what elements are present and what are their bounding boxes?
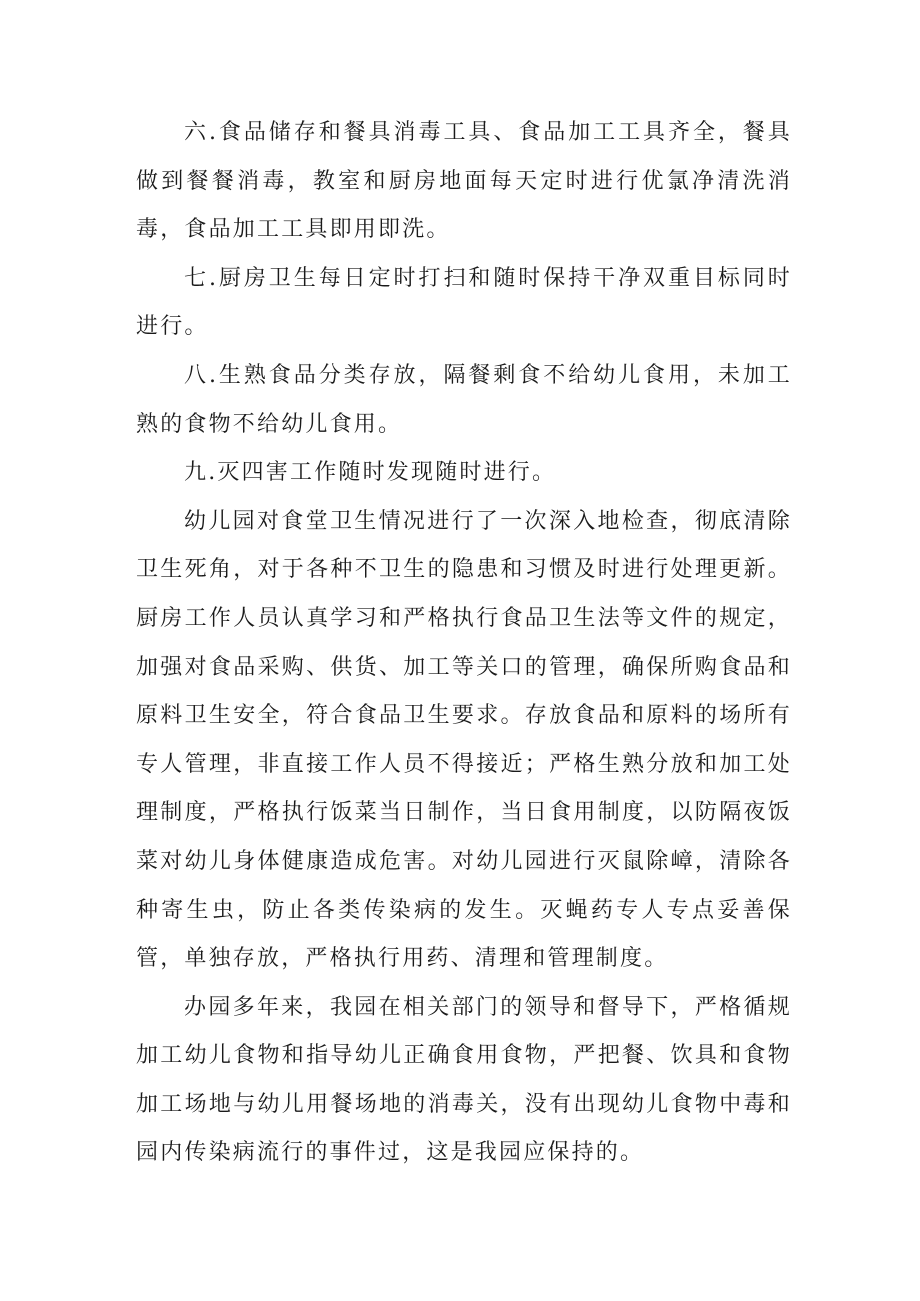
document-body bbox=[136, 109, 792, 1178]
paragraph-item-8: 八.生熟食品分类存放，隔餐剩食不给幼儿食用，未加工熟的食物不给幼儿食用。 bbox=[136, 362, 792, 437]
paragraph-conclusion: 办园多年来，我园在相关部门的领导和督导下，严格循规加工幼儿食物和指导幼儿正确食用食物，严把餐、饮具和食物加工场地与幼儿用餐场地的消毒关，没有出现幼儿食物中毒和园内传染病流行的事件过，这是我园应保持的。 bbox=[136, 994, 792, 1166]
paragraph-item-7: 七.厨房卫生每日定时打扫和随时保持干净双重目标同时进行。 bbox=[136, 265, 792, 340]
paragraph-item-9: 九.灭四害工作随时发现随时进行。 bbox=[184, 460, 557, 486]
paragraph-item-6: 六.食品储存和餐具消毒工具、食品加工工具齐全，餐具做到餐餐消毒，教室和厨房地面每天定时进行优氯净清洗消毒，食品加工工具即用即洗。 bbox=[136, 120, 792, 243]
paragraph-canteen-inspection: 幼儿园对食堂卫生情况进行了一次深入地检查，彻底清除卫生死角，对于各种不卫生的隐患和习惯及时进行处理更新。厨房工作人员认真学习和严格执行食品卫生法等文件的规定，加强对食品采购、供货、加工等关口的管理，确保所购食品和原料卫生安全，符合食品卫生要求。存放食品和原料的场所有专人管理，非直接工作人员不得接近；严格生熟分放和加工处理制度，严格执行饭菜当日制作，当日食用制度，以防隔夜饭菜对幼儿身体健康造成危害。对幼儿园进行灭鼠除嶂，清除各种寄生虫，防止各类传染病的发生。灭蝇药专人专点妥善保管，单独存放，严格执行用药、清理和管理制度。 bbox=[136, 508, 792, 972]
